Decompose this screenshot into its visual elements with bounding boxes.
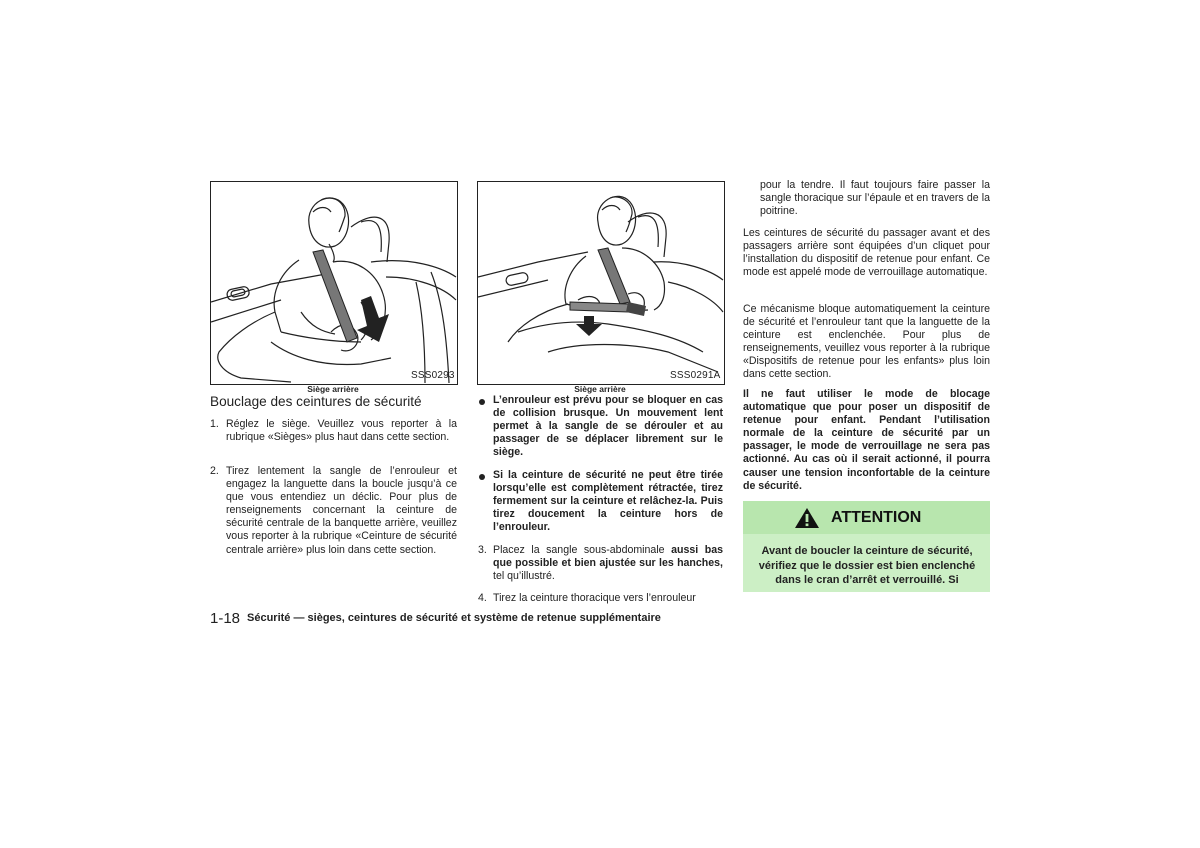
step-text-plain: Placez la sangle sous-abdominale xyxy=(493,544,672,556)
attention-box xyxy=(743,501,990,592)
illustration-adjusting-lap-belt xyxy=(478,182,724,384)
step-number: 2. xyxy=(210,465,219,477)
continued-text: pour la tendre. Il faut toujours faire passer la sangle thoracique sur l’épaule et en travers de la poitrine. xyxy=(760,179,990,218)
figure-caption: Siège arrière xyxy=(574,384,626,394)
bullet-icon xyxy=(479,474,485,480)
step-text xyxy=(493,544,723,583)
figure-caption: Siège arrière xyxy=(307,384,359,394)
step-text: Tirez lentement la sangle de l’enrouleur et engagez la languette dans la boucle jusqu’à ce que vous entendiez un déclic. Pour plus de renseignements concernant la ceinture de sécurité centrale de la banquette arrière, veuillez vous reporter à la rubrique «Ceinture de sécurité centrale arrière» plus loin dans cette section. xyxy=(226,465,457,556)
illustration-buckling-belt xyxy=(211,182,457,384)
paragraph: Ce mécanisme bloque automatiquement la ceinture de sécurité et l’enrouleur tant que la languette de la ceinture est enclenchée. Pour plus de renseignements, veuillez vous reporter à la rubrique «Dispositifs de retenue pour les enfants» plus loin dans cette section. xyxy=(743,303,990,381)
step-number: 1. xyxy=(210,418,219,430)
step-number: 4. xyxy=(478,592,487,604)
page-number: 1-18 xyxy=(210,610,241,627)
bullet-text: L’enrouleur est prévu pour se bloquer en cas de collision brusque. Un mouvement lent permet à la sangle de se dérouler et au passager de se déplacer librement sur le siège. xyxy=(493,394,723,459)
bullet-text: Si la ceinture de sécurité ne peut être tirée lorsqu’elle est complètement rétractée, tirez fermement sur la ceinture et relâchez-la. Puis tirez doucement la ceinture hors de l’enrouleur. xyxy=(493,469,723,534)
bullet-icon xyxy=(479,399,485,405)
warning-triangle-icon xyxy=(794,507,820,529)
step-text: Tirez la ceinture thoracique vers l’enrouleur xyxy=(493,592,696,604)
figure-code: SSS0293 xyxy=(411,370,455,381)
step-number: 3. xyxy=(478,544,487,556)
paragraph: Les ceintures de sécurité du passager avant et des passagers arrière sont équipées d’un cliquet pour l’installation du dispositif de retenue pour enfant. Ce mode est appelé mode de verrouillage automatique. xyxy=(743,227,990,279)
figure-rear-seat-buckle xyxy=(210,181,458,385)
attention-header xyxy=(743,501,990,534)
step-text-plain: tel qu’illustré. xyxy=(493,570,555,583)
attention-title: ATTENTION xyxy=(831,509,922,526)
footer-title: Sécurité — sièges, ceintures de sécurité et système de retenue supplémentaire xyxy=(247,612,661,624)
figure-rear-seat-lap-belt xyxy=(477,181,725,385)
attention-text: Avant de boucler la ceinture de sécurité, vérifiez que le dossier est bien enclenché dans le cran d’arrêt et verrouillé. Si xyxy=(758,545,976,586)
step-text-bold: aussi bas que possible et bien ajustée sur les hanches, xyxy=(493,544,723,570)
bold-paragraph: Il ne faut utiliser le mode de blocage automatique que pour poser un dispositif de retenue pour enfant. Pendant l’utilisation normale de la ceinture de sécurité par un passager, le mode de verrouillage ne sera pas actionné. Au cas où il serait actionné, il pourra causer une tension inconfortable de la ceinture de sécurité. xyxy=(743,388,990,492)
figure-code: SSS0291A xyxy=(670,370,721,381)
section-title: Bouclage des ceintures de sécurité xyxy=(210,394,422,409)
step-text: Réglez le siège. Veuillez vous reporter à la rubrique «Sièges» plus haut dans cette section. xyxy=(226,418,457,444)
